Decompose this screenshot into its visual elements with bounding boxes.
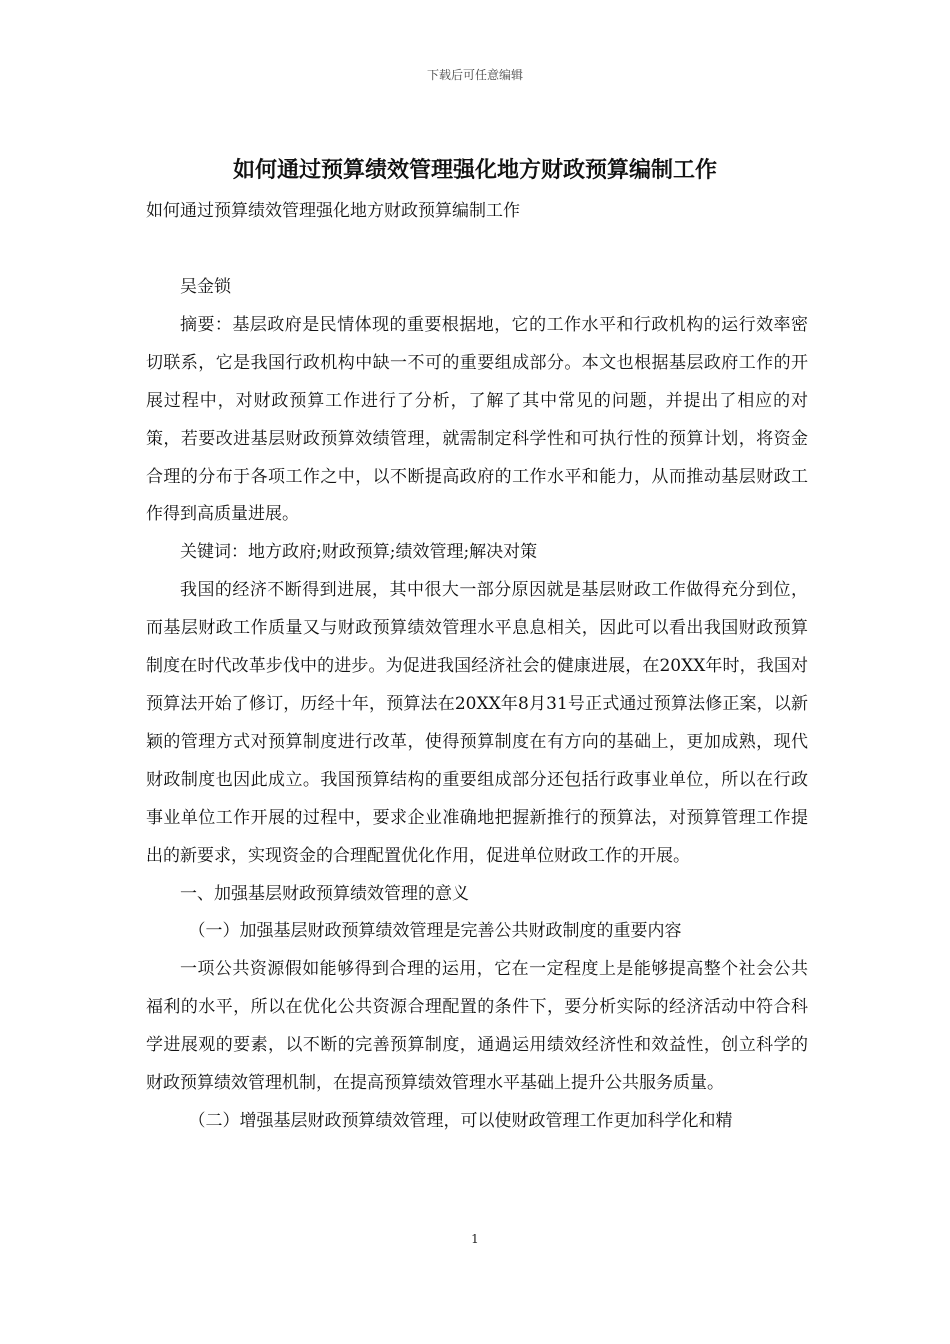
body-paragraph: 一项公共资源假如能够得到合理的运用，它在一定程度上是能够提高整个社会公共福利的水平，所以在优化公共资源合理配置的条件下，要分析实际的经济活动中符合科学进展观的要素，以不断的完善预算制度，通過运用绩效经济性和效益性，创立科学的财政预算绩效管理机制，在提高预算绩效管理水平基础上提升公共服务质量。: [146, 959, 808, 1094]
author-name: 吴金锁: [180, 277, 231, 297]
document-title: 如何通过预算绩效管理强化地方财政预算编制工作: [232, 157, 717, 183]
page-number: 1: [471, 1232, 479, 1246]
header-note: 下载后可任意编辑: [426, 68, 523, 82]
abstract-paragraph: 摘要：基层政府是民情体现的重要根据地，它的工作水平和行政机构的运行效率密切联系，它是我国行政机构中缺一不可的重要组成部分。本文也根据基层政府工作的开展过程中，对财政预算工作进行了分析，了解了其中常见的问题，并提出了相应的对策，若要改进基层财政预算效绩管理，就需制定科学性和可执行性的预算计划，将资金合理的分布于各项工作之中，以不断提高政府的工作水平和能力，从而推动基层财政工作得到高质量进展。: [146, 314, 808, 525]
keywords-paragraph: 关键词：地方政府;财政预算;绩效管理;解决对策: [180, 542, 538, 563]
subsection-heading-2: （二）增强基层财政预算绩效管理，可以使财政管理工作更加科学化和精: [188, 1110, 733, 1131]
document-subtitle: 如何通过预算绩效管理强化地方财政预算编制工作: [146, 201, 520, 221]
section-heading-1: 一、加强基层财政预算绩效管理的意义: [180, 883, 469, 904]
subsection-heading-1: （一）加强基层财政预算绩效管理是完善公共财政制度的重要内容: [188, 921, 682, 942]
document-body: [146, 269, 808, 1141]
intro-paragraph: 我国的经济不断得到进展，其中很大一部分原因就是基层财政工作做得充分到位，而基层财政工作质量又与财政预算绩效管理水平息息相关，因此可以看出我国财政预算制度在时代改革步伐中的进步。为促进我国经济社会的健康进展，在20XX年时，我国对预算法开始了修订，历经十年，预算法在20XX年8月31号正式通过预算法修正案，以新颖的管理方式对预算制度进行改革，使得预算制度在有方向的基础上，更加成熟，现代财政制度也因此成立。我国预算结构的重要组成部分还包括行政事业单位，所以在行政事业单位工作开展的过程中，要求企业准确地把握新推行的预算法，对预算管理工作提出的新要求，实现资金的合理配置优化作用，促进单位财政工作的开展。: [146, 580, 808, 866]
